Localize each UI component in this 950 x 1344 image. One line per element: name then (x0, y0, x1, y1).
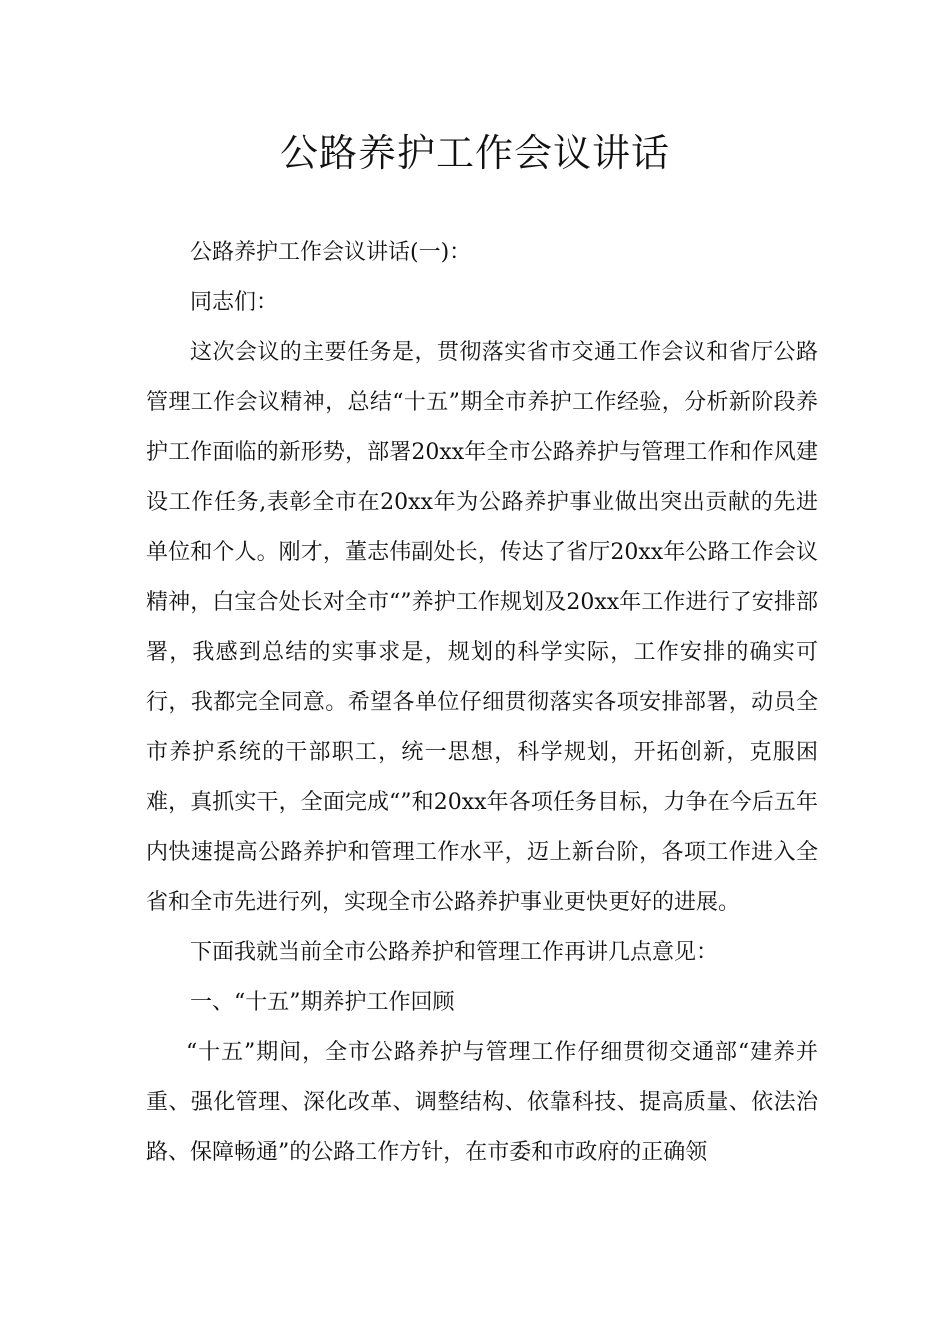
section-heading-paragraph: 公路养护工作会议讲话(一)： (190, 240, 472, 265)
salutation-paragraph: 同志们： (190, 290, 279, 315)
document-title: 公路养护工作会议讲话 (279, 131, 670, 175)
body-paragraph: “十五”期间，全市公路养护与管理工作仔细贯彻交通部“建养并重、强化管理、深化改革、调整结构、依靠科技、提高质量、依法治路、保障畅通”的公路工作方针，在市委和市政府的正确领 (146, 1040, 818, 1165)
section-heading: 一、“十五”期养护工作回顾 (190, 990, 455, 1015)
body-paragraph: 下面我就当前全市公路养护和管理工作再讲几点意见： (190, 940, 719, 965)
document-body (146, 228, 818, 1178)
body-paragraph: 这次会议的主要任务是，贯彻落实省市交通工作会议和省厅公路管理工作会议精神，总结“十五”期全市养护工作经验，分析新阶段养护工作面临的新形势，部署20xx年全市公路养护与管理工作和作风建设工作任务,表彰全市在20xx年为公路养护事业做出突出贡献的先进单位和个人。刚才，董志伟副处长，传达了省厅20xx年公路工作会议精神，白宝合处长对全市“”养护工作规划及20xx年工作进行了安排部署，我感到总结的实事求是，规划的科学实际，工作安排的确实可行，我都完全同意。希望各单位仔细贯彻落实各项安排部署，动员全市养护系统的干部职工，统一思想，科学规划，开拓创新，克服困难，真抓实干，全面完成“”和20xx年各项任务目标，力争在今后五年内快速提高公路养护和管理工作水平，迈上新台阶，各项工作进入全省和全市先进行列，实现全市公路养护事业更快更好的进展。 (146, 340, 818, 915)
